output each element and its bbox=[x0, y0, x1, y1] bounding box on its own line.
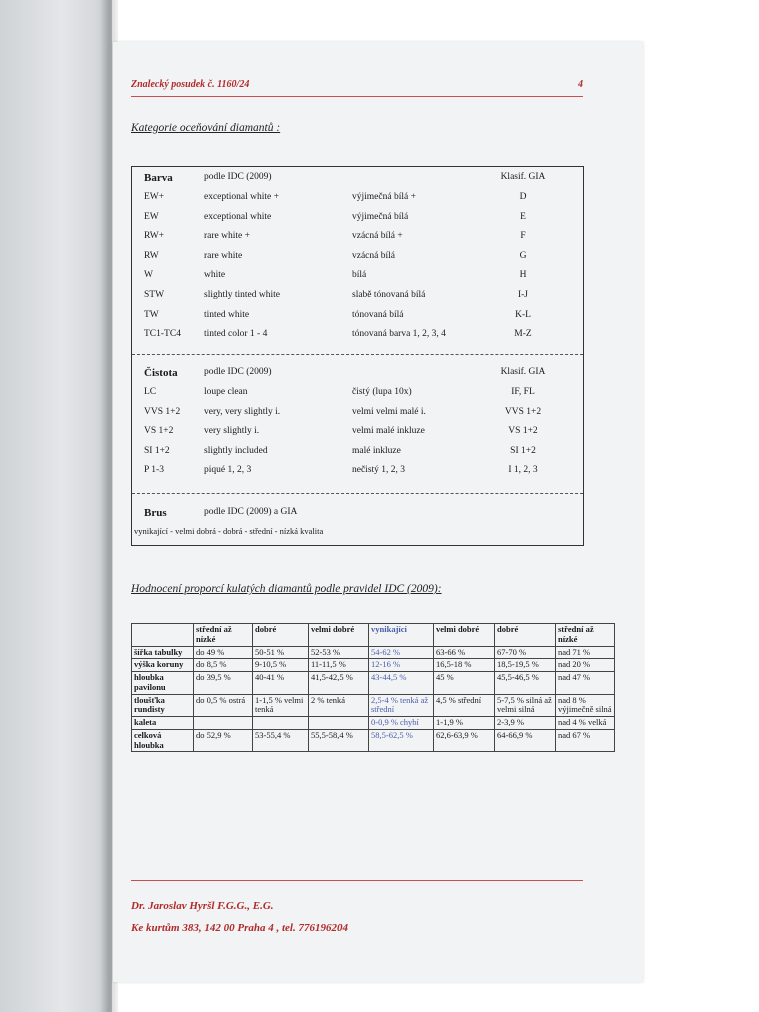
barva-cell: slightly tinted white bbox=[204, 290, 280, 300]
barva-cell: bílá bbox=[352, 270, 367, 281]
table-cell: 18,5-19,5 % bbox=[495, 659, 556, 672]
barva-cell: EW+ bbox=[144, 192, 165, 202]
cistota-cell: very slightly i. bbox=[204, 426, 260, 437]
table-row bbox=[132, 659, 615, 672]
brus-title: Brus bbox=[144, 507, 167, 519]
cistota-cell: VVS 1+2 bbox=[504, 406, 542, 417]
table-cell: 43-44,5 % bbox=[369, 672, 434, 695]
barva-cell: white bbox=[204, 270, 226, 281]
barva-cell: tónovaná barva 1, 2, 3, 4 bbox=[352, 329, 446, 340]
table-cell: nad 71 % bbox=[556, 646, 615, 659]
table-row bbox=[132, 646, 615, 659]
footer-address: Ke kurtům 383, 142 00 Praha 4 , tel. 776196204 bbox=[131, 922, 348, 934]
barva-cell: výjimečná bílá + bbox=[352, 192, 416, 202]
barva-cell: F bbox=[520, 231, 526, 242]
cistota-cell: I 1, 2, 3 bbox=[508, 465, 538, 476]
barva-cell: rare white bbox=[204, 250, 243, 261]
cistota-cell: čistý (lupa 10x) bbox=[352, 387, 412, 397]
table-cell: 45 % bbox=[434, 672, 495, 695]
table-header-row bbox=[132, 624, 615, 647]
table-cell: 1-1,9 % bbox=[434, 717, 495, 730]
table-cell: 55,5-58,4 % bbox=[309, 729, 369, 752]
cistota-title: Čistota bbox=[144, 367, 178, 379]
cistota-row bbox=[132, 426, 583, 446]
barva-cell: vzácná bílá + bbox=[352, 231, 403, 242]
barva-cell: K-L bbox=[515, 309, 531, 320]
barva-gia-label: Klasif. GIA bbox=[500, 172, 546, 182]
table-cell: tloušťka rundisty bbox=[132, 694, 194, 717]
table-cell: hloubka pavilonu bbox=[132, 672, 194, 695]
table-cell: 45,5-46,5 % bbox=[495, 672, 556, 695]
barva-row bbox=[132, 310, 583, 330]
barva-cell: D bbox=[519, 192, 527, 202]
table-cell: 62,6-63,9 % bbox=[434, 729, 495, 752]
divider bbox=[132, 354, 583, 355]
column-header: velmi dobré bbox=[434, 624, 495, 647]
facing-page bbox=[0, 0, 112, 1012]
table-cell: 5-7,5 % silná až velmi silná bbox=[495, 694, 556, 717]
page-number: 4 bbox=[578, 79, 583, 90]
cistota-row bbox=[132, 465, 583, 485]
section-title-categories: Kategorie oceňování diamantů : bbox=[131, 122, 281, 134]
cistota-cell: slightly included bbox=[204, 445, 268, 456]
table-cell: do 39,5 % bbox=[194, 672, 253, 695]
cistota-cell: velmi malé inkluze bbox=[352, 426, 425, 437]
report-title: Znalecký posudek č. 1160/24 bbox=[131, 79, 250, 90]
barva-row bbox=[132, 212, 583, 232]
barva-cell: TC1-TC4 bbox=[144, 329, 181, 340]
barva-cell: tinted white bbox=[204, 309, 250, 320]
table-cell: 64-66,9 % bbox=[495, 729, 556, 752]
table-cell: kaleta bbox=[132, 717, 194, 730]
barva-cell: RW+ bbox=[144, 231, 165, 242]
cistota-cell: SI 1+2 bbox=[510, 445, 536, 456]
cistota-row bbox=[132, 407, 583, 427]
table-cell: 63-66 % bbox=[434, 646, 495, 659]
cistota-cell: IF, FL bbox=[511, 387, 535, 397]
barva-source: podle IDC (2009) bbox=[204, 172, 272, 182]
barva-header bbox=[132, 172, 583, 192]
barva-cell: slabě tónovaná bílá bbox=[352, 290, 426, 300]
table-cell: 67-70 % bbox=[495, 646, 556, 659]
column-header: střední až nízké bbox=[194, 624, 253, 647]
table-cell: 2,5-4 % tenká až střední bbox=[369, 694, 434, 717]
table-cell: 0-0,9 % chybí bbox=[369, 717, 434, 730]
table-cell: 40-41 % bbox=[253, 672, 309, 695]
column-header: dobré bbox=[253, 624, 309, 647]
table-cell: nad 67 % bbox=[556, 729, 615, 752]
table-cell: 50-51 % bbox=[253, 646, 309, 659]
brus-source: podle IDC (2009) a GIA bbox=[204, 507, 298, 517]
barva-cell: výjimečná bílá bbox=[352, 211, 409, 222]
brus-scale: vynikající - velmi dobrá - dobrá - střední - nízká kvalita bbox=[134, 526, 324, 536]
table-cell: 11-11,5 % bbox=[309, 659, 369, 672]
table-cell bbox=[309, 717, 369, 730]
table-cell bbox=[253, 717, 309, 730]
table-cell: do 0,5 % ostrá bbox=[194, 694, 253, 717]
proportions-table bbox=[131, 623, 615, 752]
table-cell bbox=[194, 717, 253, 730]
footer-name: Dr. Jaroslav Hyršl F.G.G., E.G. bbox=[131, 900, 274, 912]
table-cell: nad 47 % bbox=[556, 672, 615, 695]
barva-cell: M-Z bbox=[514, 329, 532, 340]
barva-cell: rare white + bbox=[204, 231, 250, 242]
column-header: dobré bbox=[495, 624, 556, 647]
cistota-cell: loupe clean bbox=[204, 387, 248, 397]
footer-rule bbox=[131, 880, 583, 881]
cistota-header bbox=[132, 367, 583, 387]
cistota-cell: VS 1+2 bbox=[508, 426, 538, 437]
table-cell: nad 4 % velká bbox=[556, 717, 615, 730]
table-cell: šířka tabulky bbox=[132, 646, 194, 659]
barva-row bbox=[132, 251, 583, 271]
categories-box bbox=[131, 166, 584, 546]
table-cell: do 52,9 % bbox=[194, 729, 253, 752]
table-row bbox=[132, 672, 615, 695]
column-header: velmi dobré bbox=[309, 624, 369, 647]
table-cell: celková hloubka bbox=[132, 729, 194, 752]
cistota-cell: malé inkluze bbox=[352, 445, 401, 456]
table-cell: 12-16 % bbox=[369, 659, 434, 672]
cistota-cell: VVS 1+2 bbox=[144, 406, 181, 417]
cistota-cell: P 1-3 bbox=[144, 465, 164, 476]
barva-cell: exceptional white + bbox=[204, 192, 279, 202]
document-page bbox=[113, 42, 643, 982]
barva-cell: vzácná bílá bbox=[352, 250, 395, 261]
cistota-cell: VS 1+2 bbox=[144, 426, 174, 437]
barva-cell: EW bbox=[144, 211, 159, 222]
table-cell: 54-62 % bbox=[369, 646, 434, 659]
cistota-gia-label: Klasif. GIA bbox=[500, 367, 546, 377]
table-cell: 41,5-42,5 % bbox=[309, 672, 369, 695]
table-cell: 16,5-18 % bbox=[434, 659, 495, 672]
cistota-row bbox=[132, 387, 583, 407]
barva-cell: tónovaná bílá bbox=[352, 309, 404, 320]
barva-cell: G bbox=[519, 250, 527, 261]
table-cell: 2-3,9 % bbox=[495, 717, 556, 730]
brus-header bbox=[132, 507, 583, 527]
barva-row bbox=[132, 192, 583, 212]
cistota-source: podle IDC (2009) bbox=[204, 367, 272, 377]
barva-title: Barva bbox=[144, 172, 173, 184]
cistota-row bbox=[132, 446, 583, 466]
barva-cell: TW bbox=[144, 309, 159, 320]
barva-cell: W bbox=[144, 270, 153, 281]
table-row bbox=[132, 717, 615, 730]
table-cell: výška koruny bbox=[132, 659, 194, 672]
cistota-cell: piqué 1, 2, 3 bbox=[204, 465, 252, 476]
table-cell: nad 8 % výjimečně silná bbox=[556, 694, 615, 717]
barva-cell: H bbox=[519, 270, 527, 281]
barva-cell: STW bbox=[144, 290, 165, 300]
column-header bbox=[132, 624, 194, 647]
cistota-cell: velmi velmi malé i. bbox=[352, 406, 426, 417]
page-header bbox=[131, 79, 583, 90]
table-cell: do 49 % bbox=[194, 646, 253, 659]
table-cell: 58,5-62,5 % bbox=[369, 729, 434, 752]
barva-cell: tinted color 1 - 4 bbox=[204, 329, 268, 340]
barva-cell: I-J bbox=[517, 290, 529, 300]
column-header: vynikající bbox=[369, 624, 434, 647]
table-cell: 1-1,5 % velmi tenká bbox=[253, 694, 309, 717]
header-rule bbox=[131, 96, 583, 97]
cistota-cell: very, very slightly i. bbox=[204, 406, 281, 417]
barva-row bbox=[132, 270, 583, 290]
barva-row bbox=[132, 329, 583, 349]
brus-scale-row bbox=[132, 526, 583, 546]
cistota-cell: SI 1+2 bbox=[144, 445, 170, 456]
table-cell: 2 % tenká bbox=[309, 694, 369, 717]
section-title-proportions: Hodnocení proporcí kulatých diamantů podle pravidel IDC (2009): bbox=[131, 583, 442, 595]
table-cell: do 8,5 % bbox=[194, 659, 253, 672]
table-cell: nad 20 % bbox=[556, 659, 615, 672]
table-cell: 52-53 % bbox=[309, 646, 369, 659]
divider bbox=[132, 493, 583, 494]
barva-row bbox=[132, 231, 583, 251]
barva-cell: exceptional white bbox=[204, 211, 272, 222]
barva-row bbox=[132, 290, 583, 310]
barva-cell: E bbox=[520, 211, 526, 222]
column-header: střední až nízké bbox=[556, 624, 615, 647]
table-row bbox=[132, 694, 615, 717]
table-cell: 9-10,5 % bbox=[253, 659, 309, 672]
table-row bbox=[132, 729, 615, 752]
cistota-cell: nečistý 1, 2, 3 bbox=[352, 465, 406, 476]
table-cell: 53-55,4 % bbox=[253, 729, 309, 752]
table-cell: 4,5 % střední bbox=[434, 694, 495, 717]
barva-cell: RW bbox=[144, 250, 159, 261]
cistota-cell: LC bbox=[144, 387, 157, 397]
